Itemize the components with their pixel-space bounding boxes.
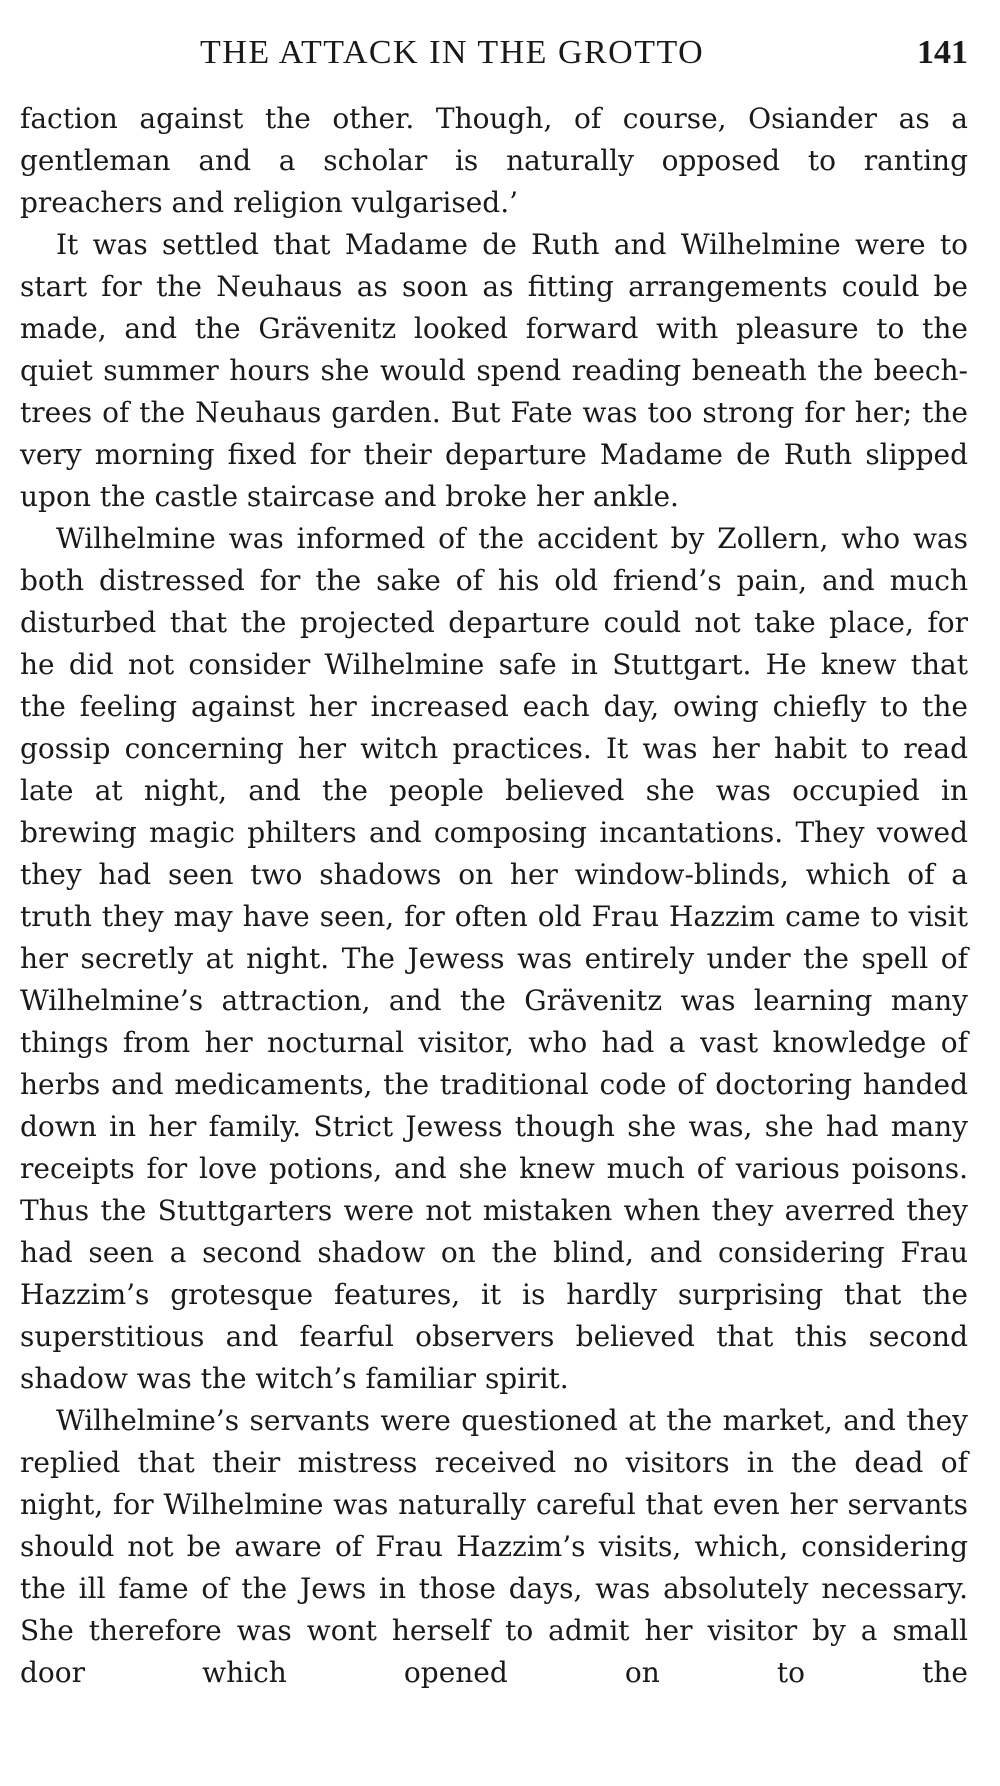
running-title: THE ATTACK IN THE GROTTO bbox=[200, 34, 705, 71]
paragraph: It was settled that Madame de Ruth and Wilhelmine were to start for the Neuhaus as soon as fitting arrangements could be made, and the Grävenitz looked forward with pleasure to the quiet summer hours she would spend reading beneath the beech-trees of the Neuhaus garden. But Fate was too strong for her; the very morning fixed for their departure Madame de Ruth slipped upon the castle staircase and broke her ankle. bbox=[20, 228, 968, 513]
book-page bbox=[20, 28, 968, 1694]
page-number: 141 bbox=[917, 34, 968, 71]
body-text bbox=[20, 98, 968, 1694]
paragraph-continued: Wilhelmine’s servants were questioned at the market, and they replied that their mistress received no visitors in the dead of night, for Wilhelmine was naturally careful that even her servants should not be aware of Frau Hazzim’s visits, which, considering the ill fame of the Jews in those days, was absolutely necessary. She therefore was wont herself to admit her visitor by a small door which opened on to the bbox=[20, 1404, 968, 1689]
paragraph-continuation: faction against the other. Though, of course, Osiander as a gentleman and a scholar is naturally opposed to ranting preachers and religion vulgarised.’ bbox=[20, 102, 968, 219]
paragraph: Wilhelmine was informed of the accident by Zollern, who was both distressed for the sake of his old friend’s pain, and much disturbed that the projected departure could not take place, for he did not consider Wilhelmine safe in Stuttgart. He knew that the feeling against her increased each day, owing chiefly to the gossip concerning her witch practices. It was her habit to read late at night, and the people believed she was occupied in brewing magic philters and composing incantations. They vowed they had seen two shadows on her window-blinds, which of a truth they may have seen, for often old Frau Hazzim came to visit her secretly at night. The Jewess was entirely under the spell of Wilhelmine’s attraction, and the Grävenitz was learning many things from her nocturnal visitor, who had a vast knowledge of herbs and medicaments, the traditional code of doctoring handed down in her family. Strict Jewess though she was, she had many receipts for love potions, and she knew much of various poisons. Thus the Stuttgarters were not mistaken when they averred they had seen a second shadow on the blind, and considering Frau Hazzim’s grotesque features, it is hardly surprising that the superstitious and fearful observers believed that this second shadow was the witch’s familiar spirit. bbox=[20, 522, 968, 1395]
running-head bbox=[20, 28, 968, 88]
